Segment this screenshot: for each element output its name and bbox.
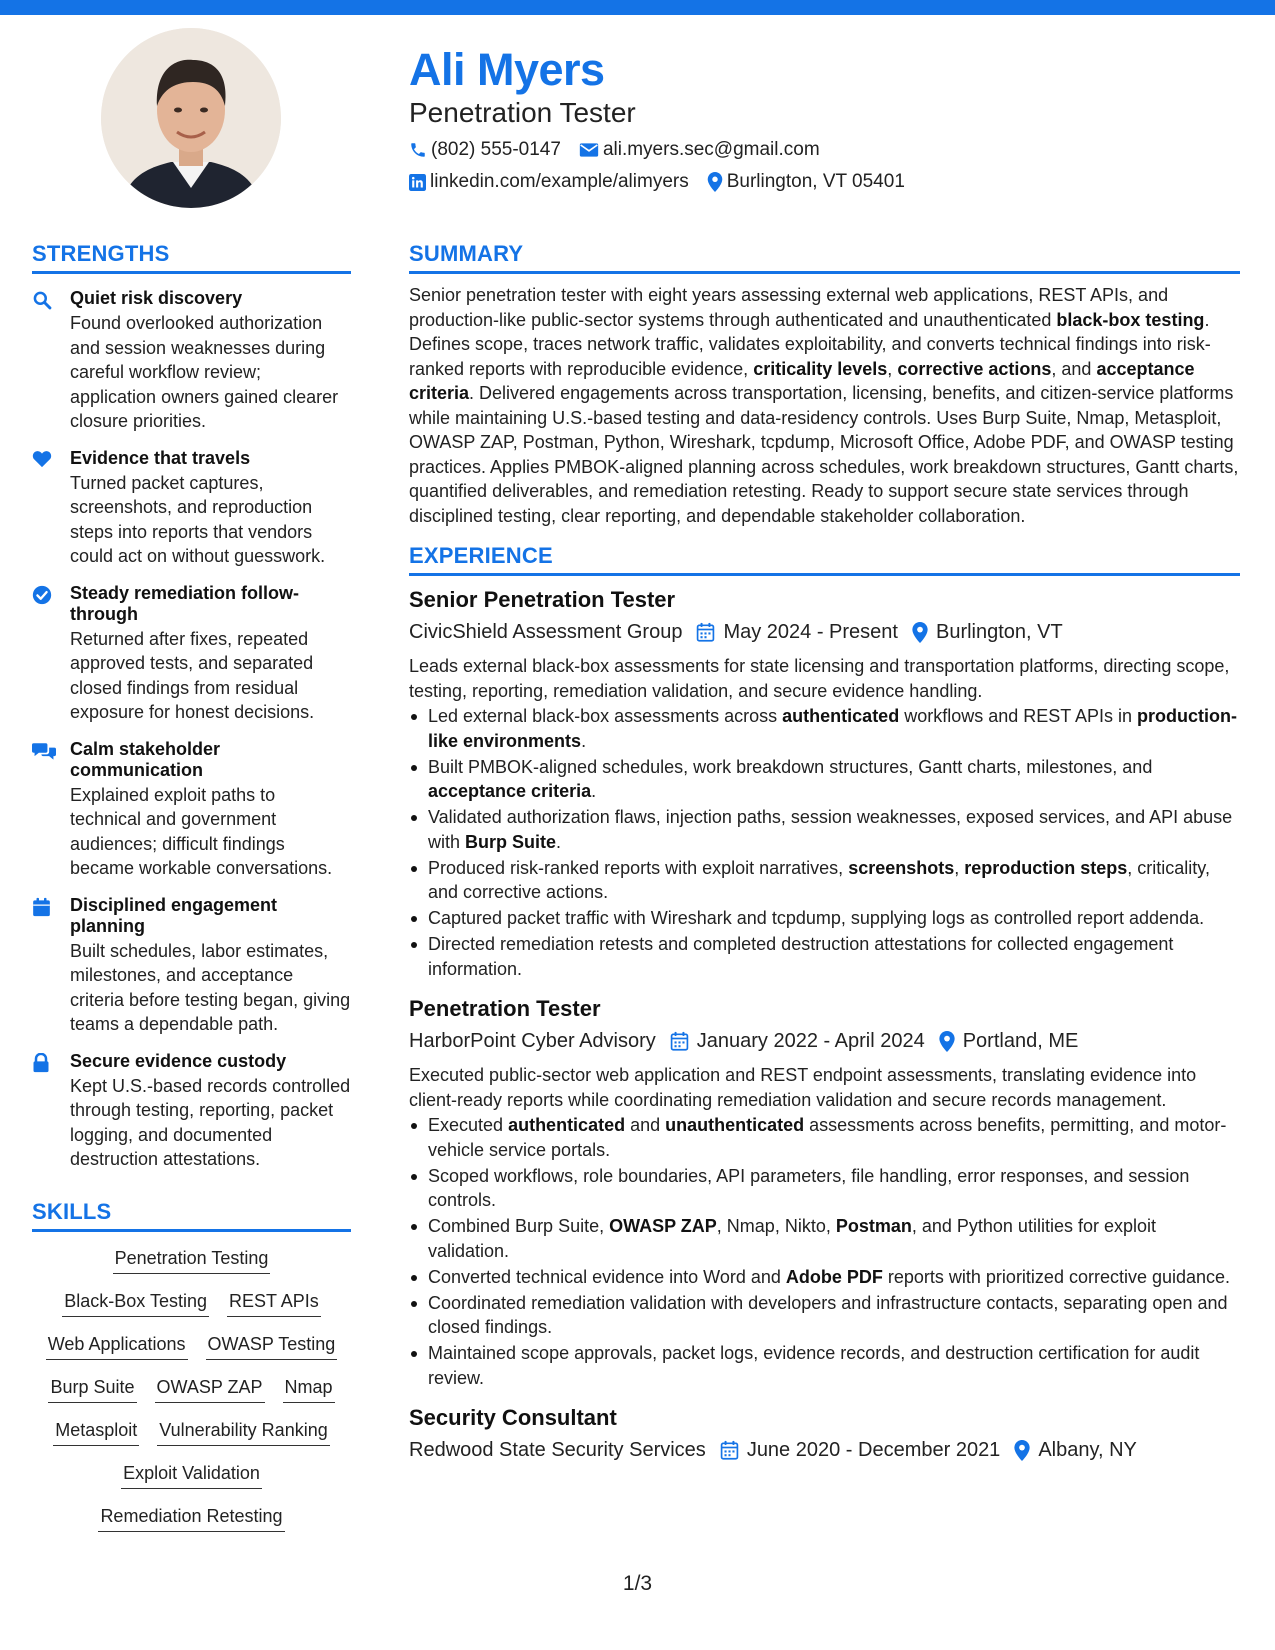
job-title: Security Consultant (409, 1405, 617, 1430)
location-text: Burlington, VT 05401 (726, 171, 905, 192)
calendar-icon (696, 622, 715, 642)
left-column (32, 240, 351, 1547)
contact-row-2 (409, 170, 1239, 194)
strengths-heading: STRENGTHS (32, 240, 351, 274)
contact-row-1 (409, 138, 1239, 162)
email-contact[interactable] (579, 138, 820, 162)
map-pin-icon (912, 622, 928, 643)
calendar-icon (670, 1031, 689, 1051)
job-entry (409, 586, 1240, 981)
skill-tag: OWASP Testing (206, 1332, 338, 1360)
job-dates (720, 1436, 1001, 1464)
job-entry (409, 1404, 1240, 1464)
skills-list (32, 1246, 351, 1532)
heart-icon (32, 450, 52, 468)
phone-icon (409, 141, 427, 159)
linkedin-url[interactable]: linkedin.com/example/alimyers (430, 171, 689, 192)
strength-item (32, 1051, 351, 1172)
job-meta (409, 618, 1240, 646)
strength-title: Calm stakeholder communication (70, 738, 221, 780)
skill-tag: Penetration Testing (113, 1246, 271, 1274)
linkedin-contact[interactable] (409, 170, 689, 194)
bullet-item: Coordinated remediation validation with developers and infrastructure contacts, separating open and closed findings. (409, 1291, 1240, 1340)
job-entry (409, 995, 1240, 1390)
lock-icon (32, 1053, 50, 1073)
strength-title: Evidence that travels (70, 447, 251, 468)
strength-item (32, 895, 351, 1037)
skill-tag: Web Applications (46, 1332, 188, 1360)
skill-tag: Burp Suite (48, 1375, 136, 1403)
strength-desc: Returned after fixes, repeated approved tests, and separated closed findings from residual exposure for honest decisions. (70, 628, 315, 722)
bullet-item: Scoped workflows, role boundaries, API parameters, file handling, error responses, and session controls. (409, 1164, 1240, 1213)
job-dates (696, 618, 898, 646)
strength-desc: Found overlooked authorization and session weaknesses during careful workflow review; application owners gained clearer closure priorities. (70, 313, 339, 431)
bullet-item: Validated authorization flaws, injection paths, session weaknesses, exposed services, and API abuse with Burp Suite. (409, 805, 1240, 854)
envelope-icon (579, 142, 599, 158)
skill-row (32, 1504, 351, 1532)
strength-item (32, 448, 351, 569)
skill-tag: Vulnerability Ranking (157, 1418, 329, 1446)
chat-icon (32, 741, 56, 761)
strength-desc: Kept U.S.-based records controlled through testing, reporting, packet logging, and documented destruction attestations. (70, 1075, 351, 1169)
experience-list (409, 586, 1240, 1464)
job-location-text: Burlington, VT (935, 621, 1063, 643)
map-pin-icon (1014, 1440, 1030, 1461)
map-pin-icon (939, 1031, 955, 1052)
bullet-item: Captured packet traffic with Wireshark and tcpdump, supplying logs as controlled report addenda. (409, 906, 1240, 931)
company-name: CivicShield Assessment Group (409, 621, 683, 643)
job-title: Penetration Tester (409, 996, 601, 1021)
job-dates-text: January 2022 - April 2024 (696, 1030, 925, 1052)
page-number: 1/3 (622, 1572, 653, 1595)
linkedin-icon (409, 174, 426, 191)
job-dates-text: June 2020 - December 2021 (746, 1439, 1001, 1461)
company-name: Redwood State Security Services (409, 1439, 706, 1461)
skill-tag: Exploit Validation (121, 1461, 262, 1489)
skills-heading: SKILLS (32, 1198, 351, 1232)
job-dates (670, 1027, 925, 1055)
skill-tag: OWASP ZAP (155, 1375, 265, 1403)
strength-item (32, 739, 351, 881)
calendar-icon (32, 897, 51, 917)
bullet-item: Directed remediation retests and completed destruction attestations for collected engagement information. (409, 932, 1240, 981)
job-location-text: Portland, ME (962, 1030, 1079, 1052)
job-description: Executed public-sector web application and REST endpoint assessments, translating evidence into client-ready reports while coordinating remediation validation and secure records management. (409, 1065, 1197, 1110)
job-location-text: Albany, NY (1038, 1439, 1137, 1461)
job-meta (409, 1027, 1240, 1055)
location-contact (707, 170, 905, 194)
bullet-item: Led external black-box assessments across authenticated workflows and REST APIs in production-like environments. (409, 704, 1240, 753)
summary-text: Senior penetration tester with eight years assessing external web applications, REST APIs, and production-like public-sector systems through authenticated and unauthenticated black-box testing. Defines scope, traces network traffic, validates exploitability, and converts technical findings into risk-ranked reports with reproducible evidence, criticality levels, corrective actions, and acceptance criteria. Delivered engagements across transportation, licensing, benefits, and citizen-service platforms while maintaining U.S.-based testing and data-residency controls. Uses Burp Suite, Nmap, Metasploit, OWASP ZAP, Postman, Python, Wireshark, tcpdump, Microsoft Office, Adobe PDF, and OWASP testing practices. Applies PMBOK-aligned planning across schedules, work breakdown structures, Gantt charts, quantified deliverables, and remediation retesting. Ready to support secure state services through disciplined testing, clear reporting, and dependable stakeholder collaboration. (409, 285, 1239, 526)
job-title: Senior Penetration Tester (409, 587, 676, 612)
candidate-name: Ali Myers (409, 44, 605, 95)
skill-row (32, 1332, 351, 1360)
job-description: Leads external black-box assessments for state licensing and transportation platforms, directing scope, testing, reporting, remediation validation, and secure evidence handling. (409, 656, 1230, 701)
profile-photo (101, 28, 281, 208)
phone-number: (802) 555-0147 (431, 139, 561, 160)
map-pin-icon (707, 172, 723, 192)
skill-tag: Metasploit (53, 1418, 139, 1446)
experience-heading: EXPERIENCE (409, 542, 1240, 576)
job-dates-text: May 2024 - Present (723, 621, 898, 643)
job-bullets (409, 704, 1240, 981)
company-name: HarborPoint Cyber Advisory (409, 1030, 656, 1052)
strength-title: Secure evidence custody (70, 1050, 287, 1071)
skill-row (32, 1289, 351, 1317)
job-location (912, 618, 1063, 646)
strength-title: Steady remediation follow-through (70, 582, 300, 624)
skill-row (32, 1375, 351, 1403)
email-address[interactable]: ali.myers.sec@gmail.com (602, 139, 820, 160)
skill-tag: Remediation Retesting (98, 1504, 284, 1532)
calendar-icon (720, 1440, 739, 1460)
strength-item (32, 288, 351, 434)
bullet-item: Maintained scope approvals, packet logs, evidence records, and destruction certification for audit review. (409, 1341, 1240, 1390)
skill-tag: REST APIs (227, 1289, 321, 1317)
bullet-item: Converted technical evidence into Word and Adobe PDF reports with prioritized corrective guidance. (409, 1265, 1240, 1290)
phone-contact (409, 138, 561, 162)
job-location (1014, 1436, 1137, 1464)
job-bullets (409, 1113, 1240, 1390)
strength-desc: Explained exploit paths to technical and government audiences; difficult findings became workable conversations. (70, 784, 333, 878)
skill-row (32, 1461, 351, 1489)
bullet-item: Combined Burp Suite, OWASP ZAP, Nmap, Nikto, Postman, and Python utilities for exploit validation. (409, 1214, 1240, 1263)
strength-title: Quiet risk discovery (70, 288, 243, 308)
skill-row (32, 1246, 351, 1274)
bullet-item: Built PMBOK-aligned schedules, work breakdown structures, Gantt charts, milestones, and acceptance criteria. (409, 755, 1240, 804)
bullet-item: Executed authenticated and unauthenticated assessments across benefits, permitting, and motor-vehicle service portals. (409, 1113, 1240, 1162)
bullet-item: Produced risk-ranked reports with exploit narratives, screenshots, reproduction steps, criticality, and corrective actions. (409, 856, 1240, 905)
strength-item (32, 583, 351, 725)
top-accent-bar (0, 0, 1275, 15)
skill-tag: Black-Box Testing (62, 1289, 209, 1317)
strength-desc: Built schedules, labor estimates, milestones, and acceptance criteria before testing began, giving teams a dependable path. (70, 940, 351, 1034)
skill-tag: Nmap (283, 1375, 335, 1403)
job-location (939, 1027, 1079, 1055)
candidate-role: Penetration Tester (409, 97, 636, 128)
search-icon (32, 290, 52, 310)
summary-heading: SUMMARY (409, 240, 1240, 274)
job-meta (409, 1436, 1240, 1464)
strength-desc: Turned packet captures, screenshots, and reproduction steps into reports that vendors could act on without guesswork. (70, 472, 326, 566)
resume-header (409, 44, 1239, 194)
strength-title: Disciplined engagement planning (70, 894, 278, 936)
check-circle-icon (32, 585, 52, 605)
skill-row (32, 1418, 351, 1446)
right-column (409, 240, 1240, 1464)
